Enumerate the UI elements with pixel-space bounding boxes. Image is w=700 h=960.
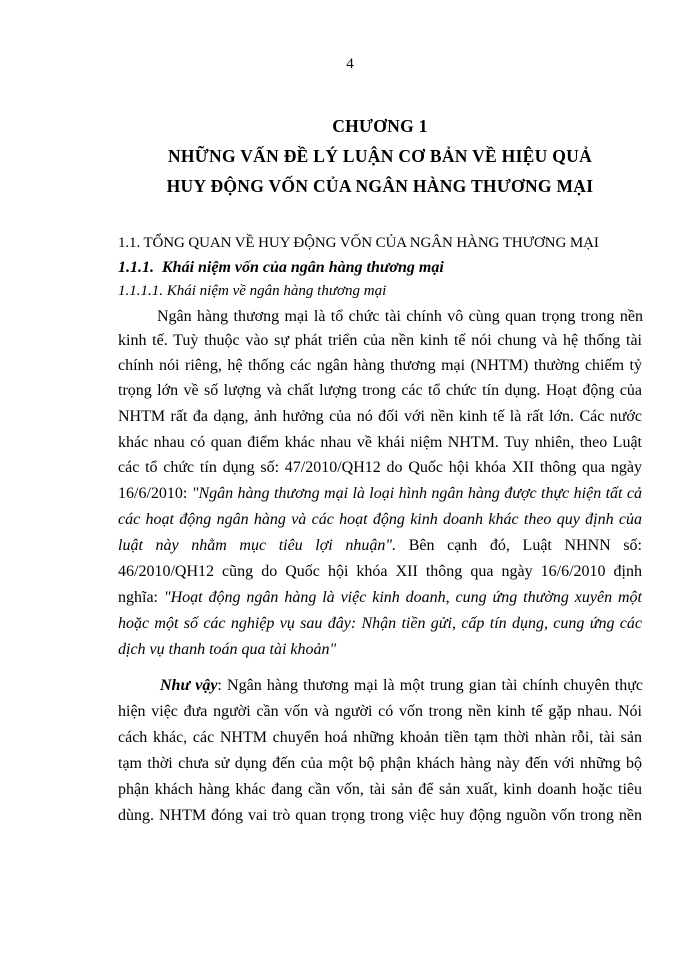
paragraph-1-line: kinh tế. Tuỳ thuộc vào sự phát triển của nền kinh tế nói chung và hệ thống tài [118, 332, 642, 349]
paragraph-1-line: Ngân hàng thương mại là tổ chức tài chính vô cùng quan trọng trong nền [157, 308, 643, 325]
plain-text: Bên cạnh đó, Luật NHNN số: [396, 537, 643, 554]
paragraph-1-line: dịch vụ thanh toán qua tài khoản" [118, 641, 337, 658]
section-1-1-1-title: Khái niệm vốn của ngân hàng thương mại [162, 259, 444, 276]
plain-text: nghĩa: [118, 589, 164, 606]
paragraph-1-line: hoặc một số các nghiệp vụ sau đây: Nhận tiền gửi, cấp tín dụng, cung ứng các [118, 615, 642, 632]
page-number: 4 [346, 56, 354, 72]
paragraph-1-line: chính nói riêng, hệ thống các ngân hàng thương mại (NHTM) thường chiếm tỷ [118, 357, 642, 374]
quote-text: "Ngân hàng thương mại là loại hình ngân hàng được thực hiện tất cả [191, 485, 643, 502]
paragraph-1-line: trọng lớn về số lượng và chất lượng trong các tổ chức tín dụng. Hoạt động của [118, 382, 642, 399]
paragraph-1-line: các hoạt động ngân hàng và các hoạt động kinh doanh khác theo quy định của [118, 511, 642, 528]
lead-in-text: Như vậy [160, 677, 218, 694]
chapter-title-line-2: HUY ĐỘNG VỐN CỦA NGÂN HÀNG THƯƠNG MẠI [166, 176, 594, 196]
chapter-title-line-1: NHỮNG VẤN ĐỀ LÝ LUẬN CƠ BẢN VỀ HIỆU QUẢ [167, 146, 593, 166]
section-1-1-1-number: 1.1.1. [118, 259, 154, 276]
paragraph-1-line: NHTM rất đa dạng, ảnh hưởng của nó đối với nền kinh tế là rất lớn. Các nước [118, 408, 642, 425]
paragraph-2-line [160, 675, 643, 697]
paragraph-1-line: 46/2010/QH12 cũng do Quốc hội khóa XII thông qua ngày 16/6/2010 định [118, 563, 642, 580]
paragraph-2-line: tạm thời chưa sử dụng đến của một bộ phận khách hàng này đến với những bộ [118, 755, 642, 772]
section-1-1-heading: 1.1. TỔNG QUAN VỀ HUY ĐỘNG VỐN CỦA NGÂN HÀNG THƯƠNG MẠI [118, 235, 599, 251]
paragraph-2-line: hiện việc đưa người cần vốn và người có vốn trong nền kinh tế gặp nhau. Nói [118, 703, 642, 720]
paragraph-1-line: các tổ chức tín dụng số: 47/2010/QH12 do Quốc hội khóa XII thông qua ngày [118, 459, 642, 476]
paragraph-1-line [118, 535, 642, 557]
quote-text: "Hoạt động ngân hàng là việc kinh doanh, cung ứng thường xuyên một [163, 589, 642, 606]
chapter-number: CHƯƠNG 1 [332, 116, 428, 136]
plain-text: : Ngân hàng thương mại là một trung gian tài chính chuyên thực [217, 677, 643, 694]
section-1-1-1-heading [118, 257, 642, 279]
quote-text: luật này nhằm mục tiêu lợi nhuận". [118, 537, 397, 554]
section-1-1-1-1-heading: 1.1.1.1. Khái niệm về ngân hàng thương mại [118, 283, 387, 299]
paragraph-1-line [118, 483, 642, 505]
paragraph-1-line [118, 587, 642, 609]
paragraph-2-line: cách khác, các NHTM chuyển hoá những khoản tiền tạm thời nhàn rỗi, tài sản [118, 729, 642, 746]
paragraph-2-line: phận khách hàng khác đang cần vốn, tài sản để sản xuất, kinh doanh hoặc tiêu [118, 781, 642, 798]
paragraph-1-line: khác nhau có quan điểm khác nhau về khái niệm NHTM. Tuy nhiên, theo Luật [118, 434, 642, 451]
paragraph-2-line: dùng. NHTM đóng vai trò quan trọng trong việc huy động nguồn vốn trong nền [118, 807, 642, 824]
date-text: 16/6/2010: [118, 485, 192, 502]
